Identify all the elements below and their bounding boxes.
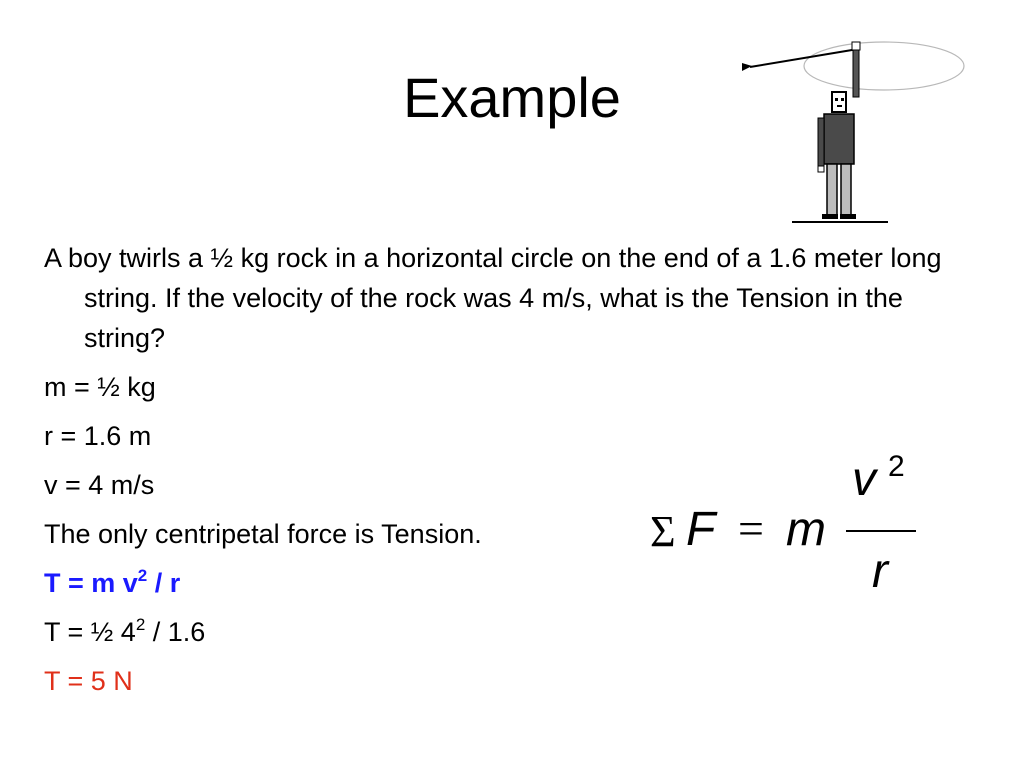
boy-leg-right (841, 164, 851, 216)
formula-mass: m (786, 503, 826, 556)
formula-numerator: v (852, 453, 876, 506)
formula-force: F (686, 503, 716, 556)
tension-equation-rhs: / r (147, 568, 181, 598)
rock-path-ellipse (804, 42, 964, 90)
slide-title: Example (403, 66, 621, 129)
centripetal-force-formula (620, 450, 940, 600)
formula-fraction-bar (846, 530, 916, 532)
formula-equals: = (738, 503, 764, 554)
tension-equation-exponent: 2 (137, 566, 148, 585)
given-mass: m = ½ kg (44, 372, 156, 402)
boy-twirling-rock-illustration (738, 38, 970, 228)
lower-arm (818, 118, 824, 166)
boy-leg-left (827, 164, 837, 216)
substitution-lhs: T = ½ 4 (44, 617, 136, 647)
tension-statement: The only centripetal force is Tension. (44, 519, 482, 549)
given-velocity: v = 4 m/s (44, 470, 155, 500)
boy-head (832, 92, 846, 112)
formula-sigma: Σ (650, 507, 676, 556)
problem-statement: A boy twirls a ½ kg rock in a horizontal circle on the end of a 1.6 meter long string. If the velocity of the rock was 4 m/s, what is the Tension in the string? (44, 243, 942, 353)
tension-substitution (44, 612, 944, 652)
boy-torso (824, 114, 854, 164)
tension-equation-lhs: T = m v (44, 568, 138, 598)
substitution-rhs: / 1.6 (145, 617, 206, 647)
formula-exponent: 2 (888, 450, 905, 483)
raised-arm (853, 47, 859, 97)
formula-denominator: r (872, 545, 888, 598)
substitution-exponent: 2 (135, 615, 146, 634)
given-radius: r = 1.6 m (44, 421, 152, 451)
tension-answer: T = 5 N (44, 666, 133, 696)
